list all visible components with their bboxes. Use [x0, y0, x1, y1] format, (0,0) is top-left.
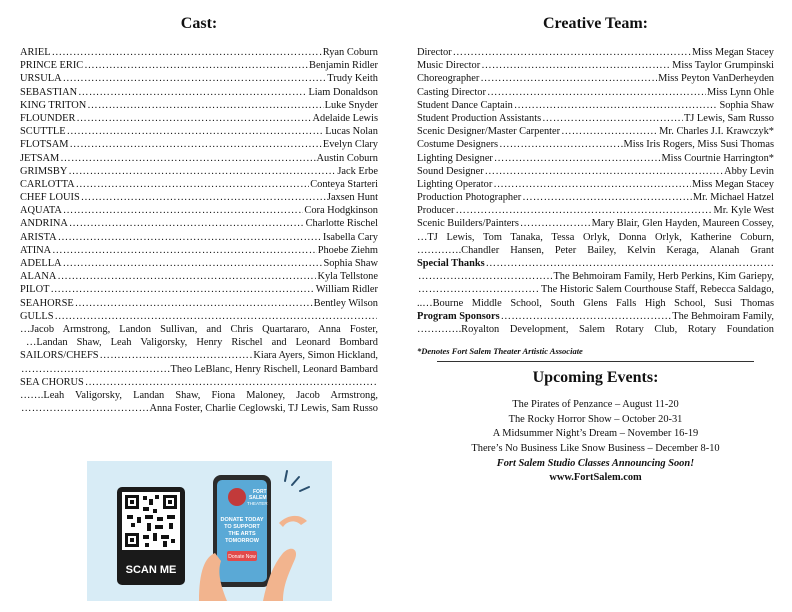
actor-name: Sophia Shaw [323, 258, 378, 269]
actor-name: Austin Coburn [316, 152, 378, 164]
role-name: SEBASTIAN [20, 86, 78, 98]
cast-row [20, 138, 378, 151]
actor-name: Charlotte Rischel [305, 218, 378, 230]
special-thanks-row [417, 257, 774, 270]
crew-row [417, 165, 774, 178]
crew-person: Mr. Kyle West [713, 205, 774, 217]
chorus-row-2 [20, 402, 378, 415]
crew-person: Mr. Michael Hatzel [692, 192, 774, 204]
crew-role: Costume Designers [417, 139, 499, 151]
actor-name: Ryan Coburn [322, 47, 378, 58]
actor-name: Liam Donaldson [308, 86, 378, 98]
sponsors-row [417, 310, 774, 323]
crew-row [417, 217, 774, 230]
thanks-line-1: The Behmoiram Family, Herb Perkins, Kim Gariepy, [553, 271, 774, 283]
cast-row [20, 283, 378, 296]
cast-row [20, 270, 378, 283]
donate-now-label: Donate Now [228, 554, 256, 560]
actor-name: Isabella Cary [322, 231, 378, 243]
logo-text: FORT [253, 489, 267, 495]
event-item: The Rocky Horror Show – October 20-31 [508, 413, 683, 425]
actor-name: Kyla Tellstone [317, 271, 378, 283]
cast-row [20, 244, 378, 257]
role-name: GRIMSBY [20, 165, 68, 177]
crew-row [417, 138, 774, 151]
cast-row [20, 152, 378, 165]
creative-team-section [417, 14, 774, 486]
sailors-value: Kiara Ayers, Simon Hickland, [253, 350, 378, 362]
role-name: PILOT [20, 284, 50, 296]
tap-lines [285, 471, 309, 491]
actor-name: Adelaide Lewis [312, 112, 378, 124]
cast-list [20, 46, 378, 415]
actor-name: Conteya Starteri [310, 178, 378, 190]
pointing-finger [279, 516, 307, 527]
thanks-row-1 [417, 270, 774, 283]
crew-person: Mr. Charles J.I. Krawczyk* [659, 126, 774, 138]
section-divider [437, 361, 754, 362]
crew-role: Student Dance Captain [417, 99, 513, 111]
role-name: CHEF LOUIS [20, 192, 80, 204]
crew-row [417, 99, 774, 112]
role-name: FLOTSAM [20, 139, 69, 151]
cast-row [20, 178, 378, 191]
builders-line-3: ………….Chandler Hansen, Peter Bailey, Kelvin Keraga, Alanah Grant [417, 244, 774, 256]
role-name: ATINA [20, 244, 52, 256]
role-name: AQUATA [20, 205, 62, 217]
cast-row [20, 72, 378, 85]
role-name: ARIEL [20, 47, 51, 58]
crew-role: Student Production Assistants [417, 112, 542, 124]
crew-row [417, 204, 774, 217]
crew-row [417, 86, 774, 99]
actor-name: Jack Erbe [337, 165, 378, 177]
cast-row [20, 46, 378, 59]
promo-illustration [87, 461, 332, 601]
actor-name: Bentley Wilson [313, 297, 378, 309]
crew-row [417, 178, 774, 191]
cast-row [20, 86, 378, 99]
role-name: SCUTTLE [20, 126, 66, 138]
actor-name: Lucas Nolan [325, 126, 378, 138]
artistic-associate-note: *Denotes Fort Salem Theater Artistic Associate [417, 346, 583, 357]
cast-title: Cast: [180, 15, 218, 32]
event-item: There’s No Business Like Snow Business – December 8-10 [471, 442, 720, 454]
actor-name: Trudy Keith [327, 73, 378, 85]
cast-row [20, 297, 378, 310]
phone-text: THE ARTS [228, 531, 256, 537]
crew-person: Sophia Shaw [719, 99, 774, 111]
crew-person: Miss Courtnie Harrington* [661, 152, 774, 164]
crew-row [417, 72, 774, 85]
role-name: URSULA [20, 73, 62, 85]
chorus-line-2: Anna Foster, Charlie Ceglowski, TJ Lewis, Sam Russo [149, 403, 378, 415]
phone-text: DONATE TODAY [220, 517, 264, 523]
sponsors-label: Program Sponsors [417, 310, 500, 322]
role-name: ANDRINA [20, 218, 68, 230]
gulls-line-2: …Landan Shaw, Leah Valigorsky, Henry Rischel and Leonard Bombard [26, 337, 378, 349]
sailors-row-2 [20, 363, 378, 376]
crew-role: Director [417, 47, 452, 58]
event-item: The Pirates of Penzance – August 11-20 [512, 399, 679, 411]
crew-row [417, 112, 774, 125]
sponsors-line-2: ………….Royalton Development, Salem Rotary Club, Rotary Foundation [417, 323, 774, 335]
crew-role: Lighting Designer [417, 152, 493, 164]
actor-name: Luke Snyder [324, 99, 378, 111]
gulls-label: GULLS [20, 310, 54, 322]
crew-person: Miss Megan Stacey [692, 178, 774, 190]
studio-classes-note: Fort Salem Studio Classes Announcing Soon! [496, 457, 695, 469]
crew-person: Miss Peyton VanDerheyden [658, 73, 774, 85]
logo-text: SALEM [249, 495, 267, 501]
cast-section [20, 14, 378, 415]
cast-row [20, 217, 378, 230]
crew-row [417, 152, 774, 165]
role-name: ARISTA [20, 231, 57, 243]
crew-role: Scenic Designer/Master Carpenter [417, 126, 561, 138]
role-name: FLOUNDER [20, 112, 76, 124]
crew-person: Miss Iris Rogers, Miss Susi Thomas [623, 139, 774, 151]
crew-person: TJ Lewis, Sam Russo [683, 112, 774, 124]
sailors-label: SAILORS/CHEFS [20, 350, 99, 362]
crew-role: Music Director [417, 60, 481, 72]
upcoming-events-section [417, 368, 774, 486]
crew-person: Mary Blair, Glen Hayden, Maureen Cossey, [591, 218, 774, 230]
phone-text: TO SUPPORT [224, 524, 260, 530]
sponsors-line-1: The Behmoiram Family, [672, 310, 774, 322]
crew-role: Choreographer [417, 73, 480, 85]
role-name: CARLOTTA [20, 178, 75, 190]
logo-text: THEATER [247, 501, 268, 506]
creative-team-title: Creative Team: [542, 15, 648, 32]
actor-name: Phoebe Ziehm [317, 244, 378, 256]
actor-name: Evelyn Clary [322, 139, 378, 151]
crew-role: Production Photographer [417, 192, 522, 204]
crew-row [417, 191, 774, 204]
sailors-row [20, 349, 378, 362]
cast-row [20, 257, 378, 270]
event-item: A Midsummer Night’s Dream – November 16-19 [492, 428, 699, 440]
crew-person: Abby Levin [724, 165, 774, 177]
special-thanks-label: Special Thanks [417, 258, 485, 269]
role-name: PRINCE ERIC [20, 60, 84, 72]
theater-logo [228, 488, 246, 506]
cast-row [20, 191, 378, 204]
crew-row [417, 125, 774, 138]
actor-name: Benjamin Ridler [309, 60, 378, 72]
role-name: JETSAM [20, 152, 60, 164]
gulls-line-1: …Jacob Armstrong, Landon Sullivan, and Chris Quartararo, Anna Foster, [20, 323, 378, 335]
cast-row [20, 204, 378, 217]
crew-role: Scenic Builders/Painters [417, 218, 519, 230]
role-name: KING TRITON [20, 99, 87, 111]
thanks-line-2: The Historic Salem Courthouse Staff, Rebecca Saldago, [541, 284, 774, 296]
crew-role: Sound Designer [417, 165, 484, 177]
cast-row [20, 165, 378, 178]
cast-row [20, 231, 378, 244]
crew-role: Lighting Operator [417, 178, 493, 190]
creative-team-list [417, 46, 774, 336]
crew-person: Miss Taylor Grumpinski [672, 60, 774, 72]
cast-row [20, 125, 378, 138]
thanks-line-3: ..…Bourne Middle School, South Glens Falls High School, Susi Thomas [417, 297, 774, 309]
crew-person: Miss Lynn Ohle [707, 86, 774, 98]
sailors-line-2: Theo LeBlanc, Henry Rischell, Leonard Bambard [170, 363, 378, 375]
phone-text: TOMORROW [225, 538, 259, 544]
builders-line-2: …TJ Lewis, Tom Tanaka, Tessa Orlyk, Donna Orlyk, Katherine Coburn, [417, 231, 774, 243]
chorus-row [20, 376, 378, 389]
crew-role: Producer [417, 205, 455, 217]
crew-role: Casting Director [417, 86, 486, 98]
chorus-line-1: …….Leah Valigorsky, Landan Shaw, Fiona Maloney, Jacob Armstrong, [20, 389, 378, 401]
gulls-row [20, 310, 378, 323]
role-name: ADELLA [20, 258, 62, 269]
donation-promo-image [87, 461, 332, 601]
actor-name: Cora Hodgkinson [304, 205, 378, 217]
upcoming-events-title: Upcoming Events: [532, 369, 659, 387]
role-name: ALANA [20, 271, 57, 283]
crew-row [417, 46, 774, 59]
actor-name: Jaxsen Hunt [326, 192, 378, 204]
crew-person: Miss Megan Stacey [692, 47, 774, 58]
cast-row [20, 99, 378, 112]
chorus-label: SEA CHORUS [20, 376, 84, 388]
cast-row [20, 112, 378, 125]
role-name: SEAHORSE [20, 297, 74, 309]
website-link[interactable]: www.FortSalem.com [549, 472, 642, 484]
phone [213, 475, 271, 587]
crew-row [417, 59, 774, 72]
scan-me-label: SCAN ME [125, 564, 177, 576]
actor-name: William Ridler [315, 284, 378, 296]
cast-row [20, 59, 378, 72]
thanks-row-2 [417, 283, 774, 296]
